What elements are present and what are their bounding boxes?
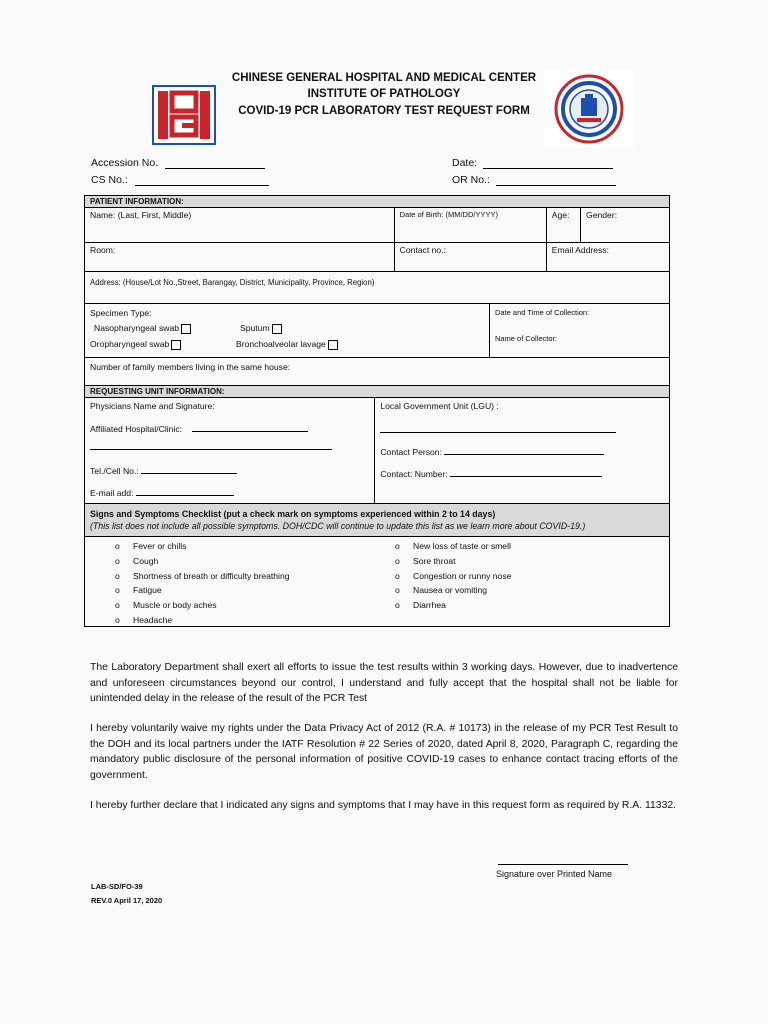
symptom-item[interactable] <box>395 598 511 613</box>
symptoms-left-list <box>115 539 290 628</box>
symptom-label: Nausea or vomiting <box>413 585 488 596</box>
circle-bullet-icon[interactable]: o <box>115 541 120 551</box>
circle-bullet-icon[interactable]: o <box>115 585 120 596</box>
collector-label: Name of Collector: <box>494 334 558 343</box>
affiliated-line-2[interactable] <box>90 441 332 450</box>
circle-bullet-icon[interactable]: o <box>395 600 400 611</box>
symptom-label: Congestion or runny nose <box>413 570 512 581</box>
signature-label: Signature over Printed Name <box>496 869 613 879</box>
specimen-type-label: Specimen Type: <box>90 308 152 318</box>
req-email-line[interactable] <box>136 487 234 496</box>
tel-line[interactable] <box>141 465 237 474</box>
specimen-label: Nasopharyngeal swab <box>94 323 180 333</box>
symptom-label: New loss of taste or smell <box>413 541 511 551</box>
accession-field[interactable] <box>91 157 265 169</box>
paragraph-privacy: I hereby voluntarily waive my rights under the Data Privacy Act of 2012 (R.A. # 10173) in the release of my PCR Test Result to the DOH and its local partners under the IATF Resolution # 22 Series of 2020, dated April 8, 2020, Paragraph C, regarding the mandatory public disclosure of the personal information of positive COVID-19 cases to enhance contact tracing efforts of the government. <box>90 723 678 781</box>
address-label: Address: (House/Lot No.,Street, Barangay, District, Municipality, Province, Region) <box>90 278 375 287</box>
symptom-item[interactable] <box>115 613 290 628</box>
cs-no-line[interactable] <box>135 175 269 186</box>
circle-bullet-icon[interactable]: o <box>395 570 400 581</box>
lgu-cell <box>375 398 670 504</box>
circle-bullet-icon[interactable]: o <box>395 541 400 551</box>
contact-cell[interactable] <box>394 243 546 272</box>
specimen-option-sputum[interactable] <box>240 321 282 336</box>
form-revision: REV.0 April 17, 2020 <box>91 896 163 905</box>
request-form-table <box>84 195 670 627</box>
tel-label: Tel./Cell No.: <box>90 466 139 476</box>
symptom-label: Muscle or body aches <box>133 600 217 611</box>
room-cell[interactable] <box>85 243 395 272</box>
patient-section-title: PATIENT INFORMATION: <box>85 196 670 208</box>
contact-label: Contact no.: <box>399 245 446 255</box>
age-cell[interactable] <box>546 208 580 243</box>
symptom-item[interactable] <box>395 569 511 584</box>
room-label: Room: <box>90 245 116 255</box>
specimen-option-oropharyngeal[interactable] <box>90 337 181 352</box>
contact-number-label: Contact: Number: <box>380 469 448 479</box>
address-cell[interactable] <box>85 272 670 304</box>
symptom-item[interactable] <box>115 583 290 598</box>
paragraph-results: The Laboratory Department shall exert all efforts to issue the test results within 3 working days. However, due to inadvertence and unforeseen circumstances beyond our control, I understand and fully accept that the hospital shall not be liable for unintended delay in the release of the result of the PCR Test <box>90 662 678 704</box>
circle-bullet-icon[interactable]: o <box>115 614 120 625</box>
specimen-option-bronchoalveolar[interactable] <box>236 337 338 352</box>
symptom-label: Headache <box>133 614 173 625</box>
specimen-option-nasopharyngeal[interactable] <box>94 321 191 336</box>
or-no-line[interactable] <box>496 175 616 186</box>
specimen-label: Sputum <box>240 323 270 333</box>
symptoms-list-cell <box>85 537 670 627</box>
institute-name: INSTITUTE OF PATHOLOGY <box>307 88 461 100</box>
symptom-label: Sore throat <box>413 555 456 566</box>
specimen-label: Bronchoalveolar lavage <box>236 339 326 349</box>
checkbox[interactable] <box>171 340 181 350</box>
circle-bullet-icon[interactable]: o <box>395 585 400 596</box>
date-line[interactable] <box>483 158 613 169</box>
symptom-item[interactable] <box>115 539 290 554</box>
or-no-label: OR No.: <box>452 174 490 186</box>
symptom-item[interactable] <box>115 598 290 613</box>
symptom-item[interactable] <box>395 539 511 554</box>
family-members-label: Number of family members living in the same house: <box>90 362 291 372</box>
affiliated-line[interactable] <box>192 423 308 432</box>
symptom-label: Diarrhea <box>413 600 446 611</box>
email-cell[interactable] <box>546 243 669 272</box>
circle-bullet-icon[interactable]: o <box>115 570 120 581</box>
requesting-section-title: REQUESTING UNIT INFORMATION: <box>85 386 670 398</box>
hospital-name: CHINESE GENERAL HOSPITAL AND MEDICAL CENTER <box>231 72 537 84</box>
lgu-label: Local Government Unit (LGU) : <box>380 401 499 411</box>
symptoms-right-list <box>395 539 511 613</box>
symptom-item[interactable] <box>115 554 290 569</box>
symptom-item[interactable] <box>395 554 511 569</box>
affiliated-label: Affiliated Hospital/Clinic: <box>90 424 183 434</box>
form-code: LAB-SD/FO-39 <box>91 882 143 891</box>
signature-line[interactable] <box>498 864 628 865</box>
cs-no-label: CS No.: <box>91 174 128 186</box>
req-email-label: E-mail add: <box>90 488 134 498</box>
physician-cell <box>85 398 375 504</box>
name-label: Name: (Last, First, Middle) <box>90 210 192 220</box>
lgu-line[interactable] <box>380 424 616 433</box>
contact-person-label: Contact Person: <box>380 447 442 457</box>
symptom-label: Cough <box>133 555 159 566</box>
family-members-cell[interactable] <box>85 358 670 386</box>
email-label: Email Address: <box>551 245 610 255</box>
specimen-label: Oropharyngeal swab <box>90 339 170 349</box>
physician-label: Physicians Name and Signature: <box>90 401 215 411</box>
collection-cell[interactable] <box>489 304 669 358</box>
circle-bullet-icon[interactable]: o <box>395 555 400 566</box>
symptom-label: Fatigue <box>133 585 162 596</box>
symptom-item[interactable] <box>115 569 290 584</box>
checkbox[interactable] <box>272 324 282 334</box>
dob-label: Date of Birth: (MM/DD/YYYY) <box>399 210 498 219</box>
circle-bullet-icon[interactable]: o <box>115 600 120 611</box>
circle-bullet-icon[interactable]: o <box>115 555 120 566</box>
date-field[interactable] <box>452 157 613 169</box>
cs-no-field[interactable] <box>91 174 269 186</box>
gender-cell[interactable] <box>581 208 670 243</box>
form-title: COVID-19 PCR LABORATORY TEST REQUEST FORM <box>238 105 530 117</box>
name-cell[interactable] <box>85 208 395 243</box>
symptom-item[interactable] <box>395 583 511 598</box>
date-label: Date: <box>452 157 478 169</box>
accession-label: Accession No. <box>91 157 159 169</box>
gender-label: Gender: <box>586 210 618 220</box>
specimen-cell <box>85 304 490 358</box>
checkbox[interactable] <box>328 340 338 350</box>
paragraph-declaration: I hereby further declare that I indicated any signs and symptoms that I may have in this request form as required by R.A. 11332. <box>90 800 677 811</box>
contact-number-line[interactable] <box>450 468 602 477</box>
age-label: Age: <box>551 210 570 220</box>
contact-person-line[interactable] <box>444 446 604 455</box>
symptom-label: Fever or chills <box>133 541 187 551</box>
collection-datetime-label: Date and Time of Collection: <box>494 308 590 317</box>
symptoms-header <box>85 504 670 537</box>
symptoms-note: (This list does not include all possible symptoms. DOH/CDC will continue to update this list as we learn more about COVID-19.) <box>90 521 586 531</box>
institute-seal-icon <box>544 70 634 148</box>
symptoms-title: Signs and Symptoms Checklist (put a check mark on symptoms experienced within 2 to 14 days) <box>90 509 496 519</box>
symptom-label: Shortness of breath or difficulty breathing <box>133 570 290 581</box>
accession-line[interactable] <box>165 158 265 169</box>
checkbox[interactable] <box>181 324 191 334</box>
dob-cell[interactable] <box>394 208 546 243</box>
or-no-field[interactable] <box>452 174 616 186</box>
